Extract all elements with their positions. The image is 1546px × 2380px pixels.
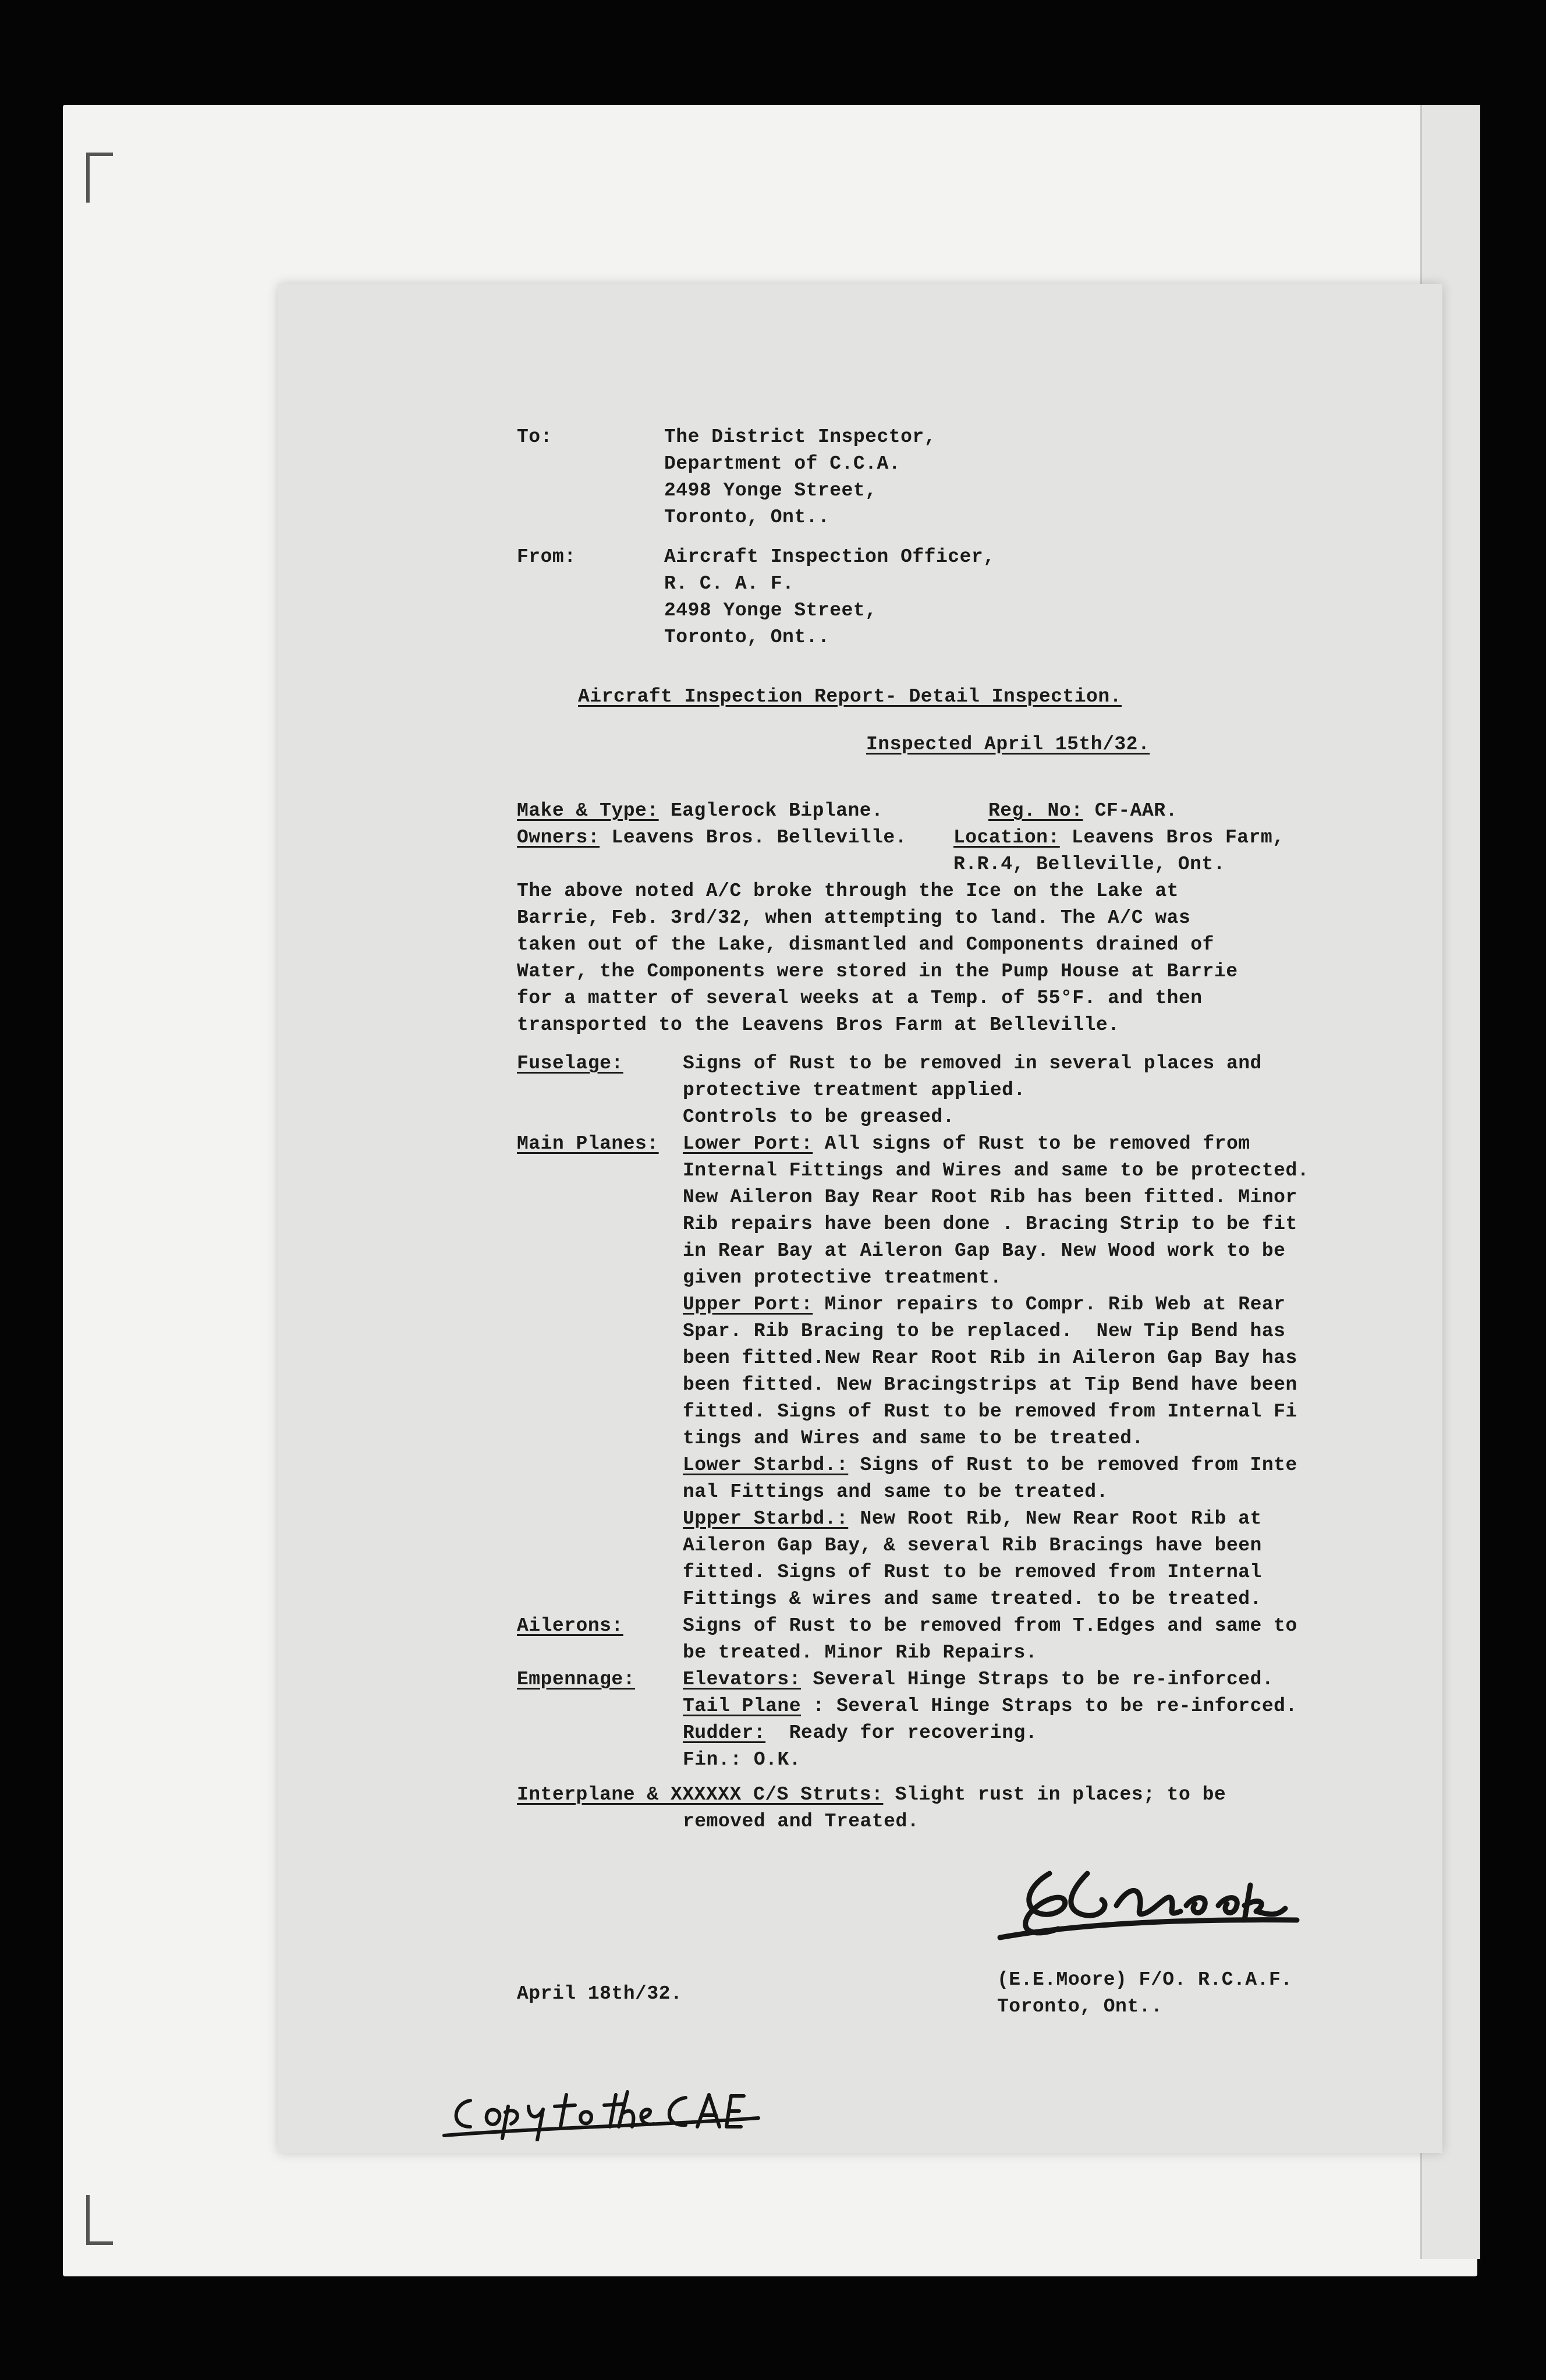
owners-value: Leavens Bros. Belleville. [611, 827, 907, 848]
to-line-2: Department of C.C.A. [664, 453, 901, 474]
upper-starbd-first: New Root Rib, New Rear Root Rib at [848, 1508, 1262, 1529]
narrative-line-5: for a matter of several weeks at a Temp. of 55°F. and then [517, 987, 1203, 1009]
tail-plane-line [683, 1693, 1297, 1720]
letter-page [278, 284, 1442, 2153]
ailerons-line-1: Signs of Rust to be removed from T.Edges and same to [683, 1615, 1297, 1637]
ailerons-label: Ailerons: [517, 1615, 623, 1637]
narrative-line-4: Water, the Components were stored in the Pump House at Barrie [517, 961, 1238, 982]
to-line-4: Toronto, Ont.. [664, 507, 830, 528]
closing-date: April 18th/32. [517, 1983, 683, 2004]
lower-port-line [683, 1131, 1250, 1157]
fuselage-line-3: Controls to be greased. [683, 1106, 955, 1128]
inspected-date: Inspected April 15th/32. [866, 734, 1150, 755]
fuselage-label: Fuselage: [517, 1053, 623, 1074]
narrative-line-6: transported to the Leavens Bros Farm at Belleville. [517, 1014, 1120, 1036]
to-label: To: [517, 426, 552, 448]
report-title: Aircraft Inspection Report- Detail Inspection. [578, 686, 1122, 707]
tail-plane-text: : Several Hinge Straps to be re-inforced. [801, 1695, 1297, 1717]
lower-port-line-2: Internal Fittings and Wires and same to be protected. [683, 1160, 1310, 1181]
ailerons-line-2: be treated. Minor Rib Repairs. [683, 1642, 1038, 1663]
location-label: Location: [953, 827, 1060, 848]
main-planes-label: Main Planes: [517, 1133, 659, 1154]
interplane-text: Slight rust in places; to be [883, 1784, 1226, 1805]
signatory-city: Toronto, Ont.. [997, 1996, 1163, 2017]
location-line [953, 824, 1285, 851]
from-line-3: 2498 Yonge Street, [664, 600, 877, 621]
to-line-3: 2498 Yonge Street, [664, 480, 877, 501]
rudder-label: Rudder: [683, 1722, 766, 1744]
owners-label: Owners: [517, 827, 600, 848]
lower-port-line-5: in Rear Bay at Aileron Gap Bay. New Wood work to be [683, 1240, 1286, 1262]
fin-text: O.K. [742, 1749, 802, 1770]
signatory-name: (E.E.Moore) F/O. R.C.A.F. [997, 1969, 1293, 1991]
rudder-text: Ready for recovering. [765, 1722, 1038, 1744]
make-type-value: Eaglerock Biplane. [670, 800, 884, 821]
upper-starbd-line-2: Aileron Gap Bay, & several Rib Bracings have been [683, 1535, 1262, 1556]
interplane-label: Interplane & XXXXXX C/S Struts: [517, 1784, 884, 1805]
elevators-label: Elevators: [683, 1669, 802, 1690]
fuselage-line-2: protective treatment applied. [683, 1079, 1026, 1101]
to-line-1: The District Inspector, [664, 426, 936, 448]
lower-starbd-label: Lower Starbd.: [683, 1454, 849, 1476]
lower-port-line-4: Rib repairs have been done . Bracing Strip to be fit [683, 1213, 1297, 1235]
rudder-line [683, 1720, 1037, 1747]
reg-no-value: CF-AAR. [1094, 800, 1178, 821]
narrative-line-1: The above noted A/C broke through the Ice on the Lake at [517, 880, 1179, 902]
from-line-1: Aircraft Inspection Officer, [664, 546, 995, 568]
upper-port-line-6: tings and Wires and same to be treated. [683, 1428, 1144, 1449]
make-type-label: Make & Type: [517, 800, 659, 821]
crop-mark-top-left [86, 153, 113, 203]
make-type-line [517, 798, 883, 824]
upper-port-line-4: been fitted. New Bracingstrips at Tip Bend have been [683, 1374, 1297, 1396]
location-value: Leavens Bros Farm, [1072, 827, 1285, 848]
upper-port-line-5: fitted. Signs of Rust to be removed from Internal Fi [683, 1401, 1297, 1422]
upper-port-line [683, 1291, 1285, 1318]
narrative-line-2: Barrie, Feb. 3rd/32, when attempting to land. The A/C was [517, 907, 1191, 929]
interplane-line-2: removed and Treated. [683, 1811, 920, 1832]
elevators-text: Several Hinge Straps to be re-inforced. [801, 1669, 1274, 1690]
handwritten-note-image [441, 2071, 767, 2141]
owners-line [517, 824, 907, 851]
lower-starbd-line [683, 1452, 1297, 1479]
lower-port-line-3: New Aileron Bay Rear Root Rib has been fitted. Minor [683, 1187, 1297, 1208]
upper-starbd-line [683, 1506, 1262, 1532]
fuselage-line-1: Signs of Rust to be removed in several places and [683, 1053, 1262, 1074]
fin-label: Fin.: [683, 1749, 742, 1770]
narrative-line-3: taken out of the Lake, dismantled and Components drained of [517, 934, 1214, 955]
lower-port-first: All signs of Rust to be removed from [813, 1133, 1250, 1154]
interplane-line [517, 1782, 1226, 1808]
elevators-line [683, 1666, 1274, 1693]
upper-starbd-line-4: Fittings & wires and same treated. to be treated. [683, 1588, 1262, 1610]
lower-starbd-line-2: nal Fittings and same to be treated. [683, 1481, 1108, 1503]
crop-mark-bottom-left [86, 2195, 113, 2245]
upper-port-label: Upper Port: [683, 1294, 813, 1315]
upper-port-line-3: been fitted.New Rear Root Rib in Aileron Gap Bay has [683, 1347, 1297, 1369]
from-line-4: Toronto, Ont.. [664, 626, 830, 648]
lower-starbd-first: Signs of Rust to be removed from Inte [848, 1454, 1297, 1476]
empennage-label: Empennage: [517, 1669, 636, 1690]
signature-image [994, 1850, 1320, 1949]
upper-starbd-line-3: fitted. Signs of Rust to be removed from Internal [683, 1561, 1262, 1583]
from-label: From: [517, 546, 576, 568]
lower-port-label: Lower Port: [683, 1133, 813, 1154]
tail-plane-label: Tail Plane [683, 1695, 802, 1717]
reg-no-line [988, 798, 1178, 824]
from-line-2: R. C. A. F. [664, 573, 795, 594]
fin-line [683, 1747, 801, 1773]
lower-port-line-6: given protective treatment. [683, 1267, 1002, 1288]
location-line-2: R.R.4, Belleville, Ont. [953, 853, 1225, 875]
upper-port-line-2: Spar. Rib Bracing to be replaced. New Tip Bend has [683, 1320, 1286, 1342]
upper-starbd-label: Upper Starbd.: [683, 1508, 849, 1529]
upper-port-first: Minor repairs to Compr. Rib Web at Rear [813, 1294, 1286, 1315]
reg-no-label: Reg. No: [988, 800, 1083, 821]
